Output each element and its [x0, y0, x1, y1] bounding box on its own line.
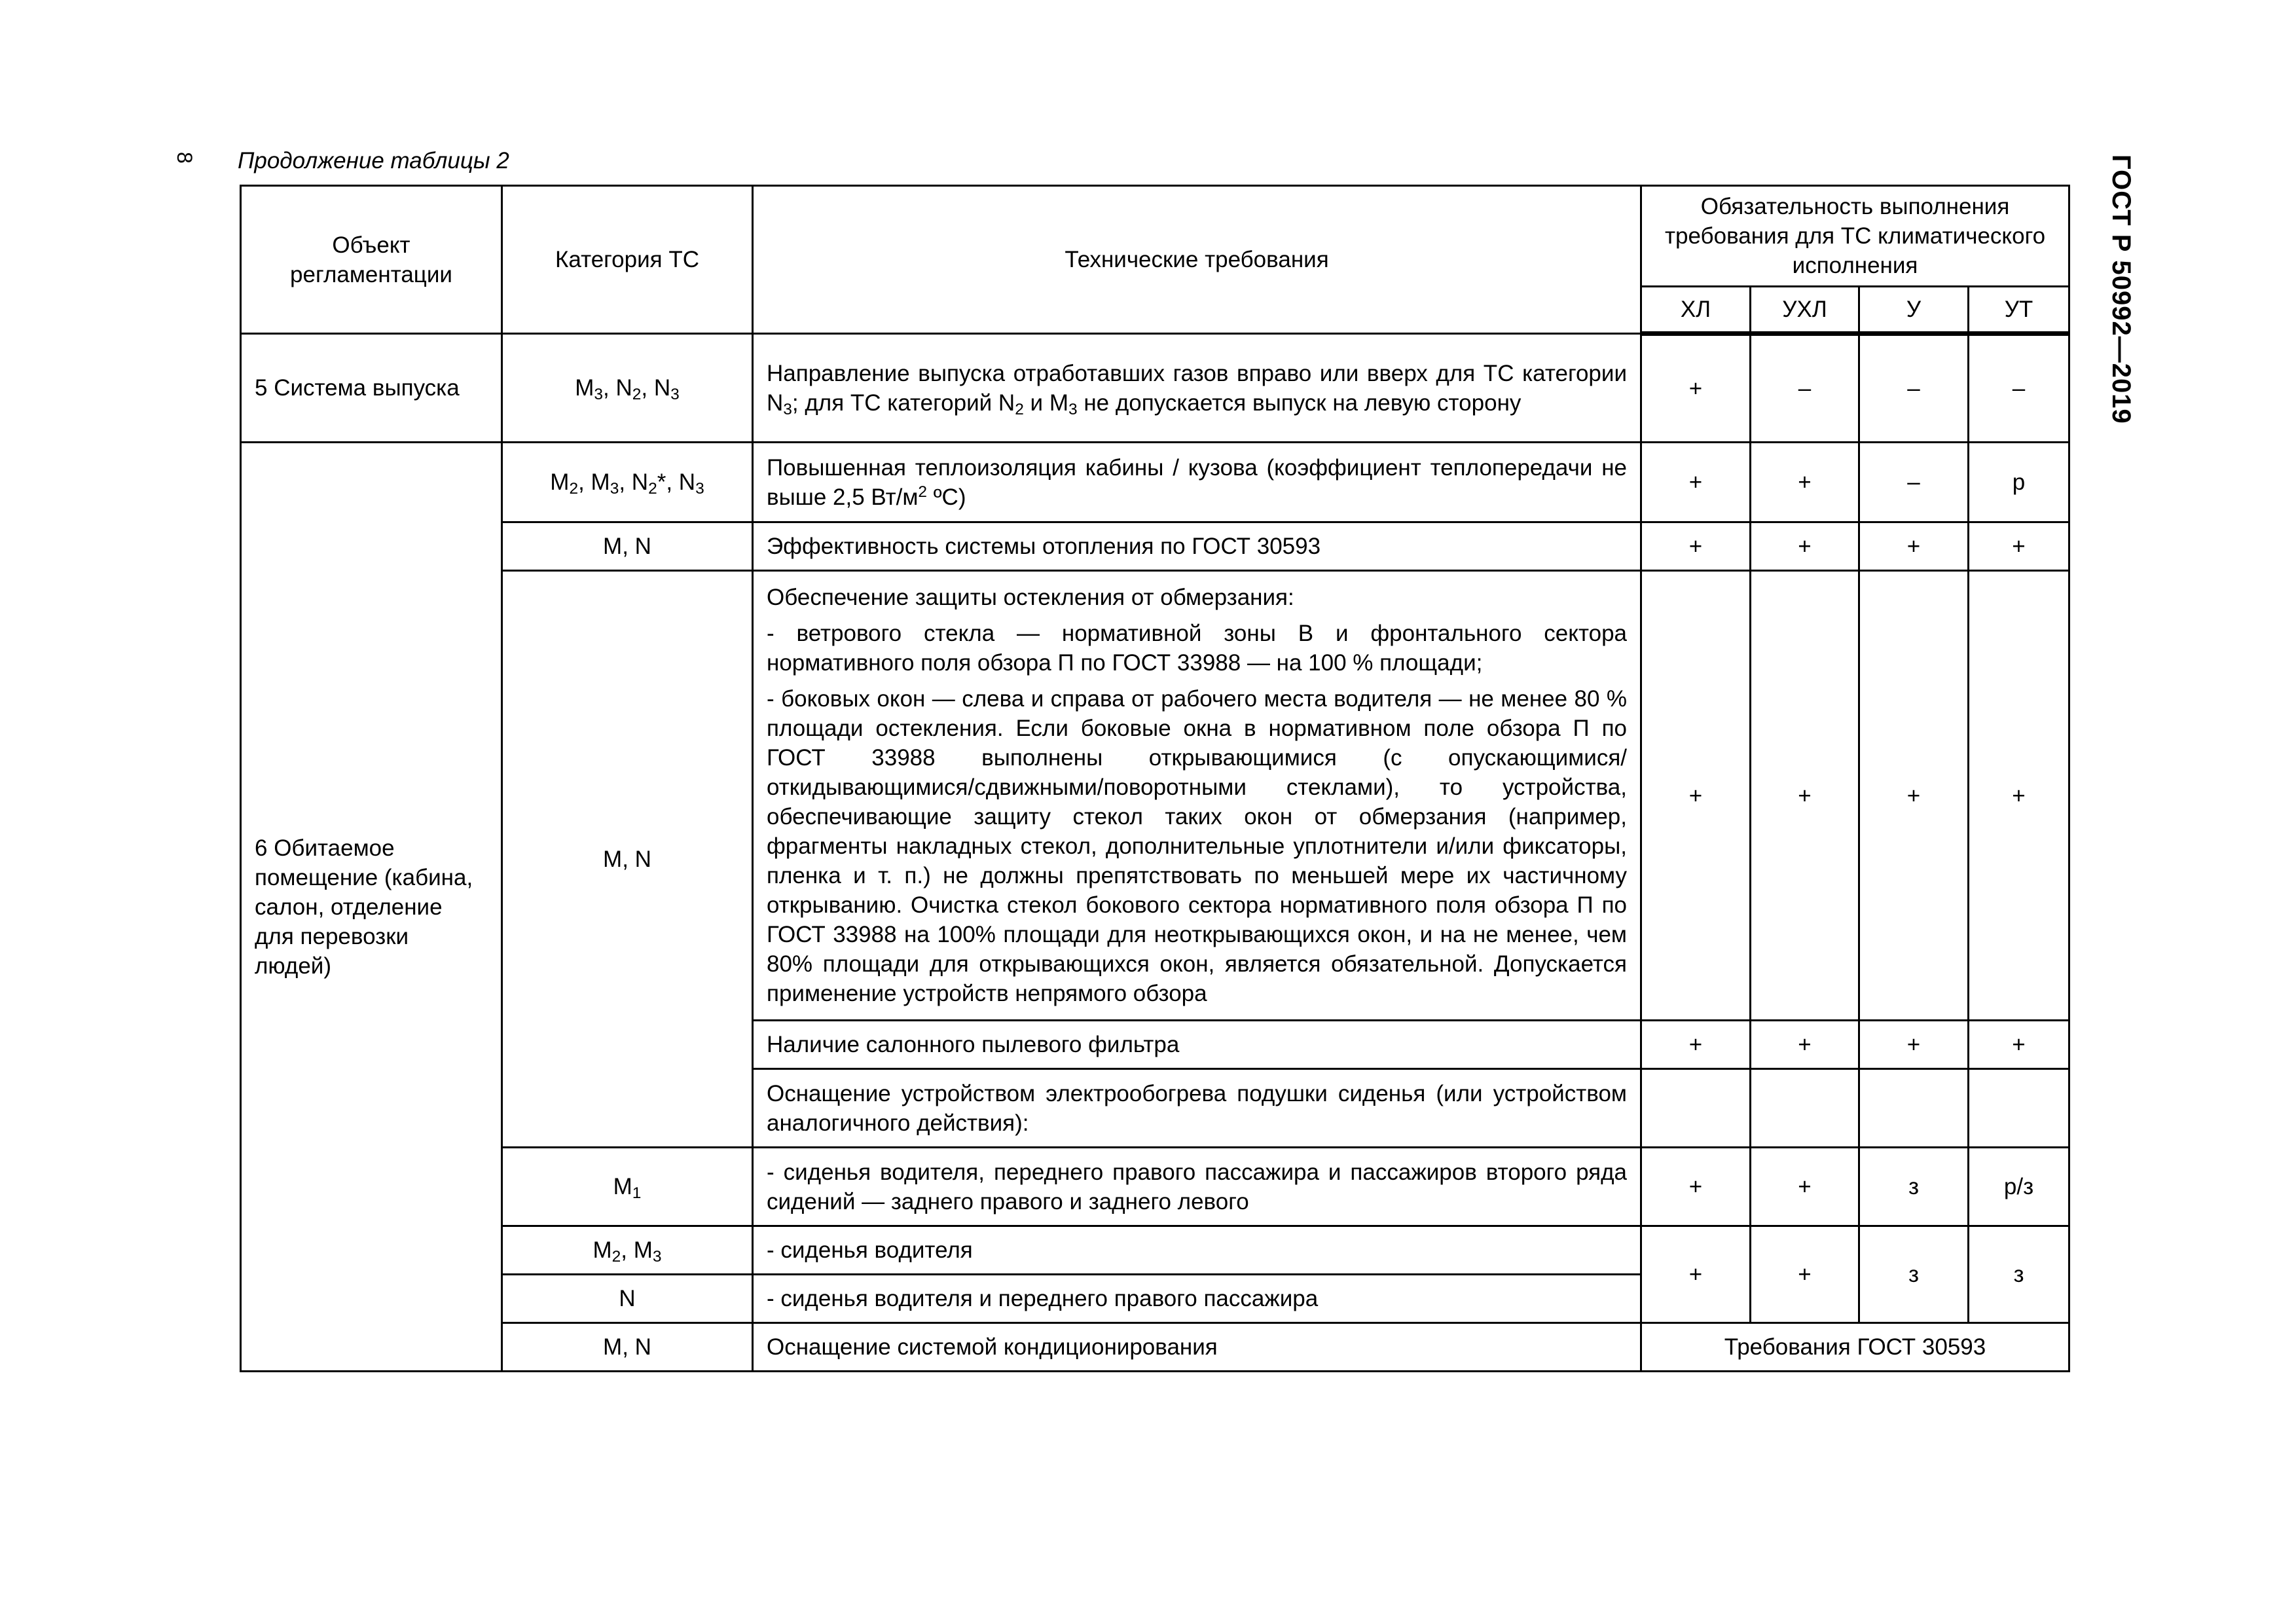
value-cell: +	[1641, 1226, 1751, 1323]
header-climate-uhl: УХЛ	[1751, 287, 1859, 334]
category-seat-m1: $M_1$	[502, 1148, 753, 1226]
category-glazing: M, N	[502, 571, 753, 1148]
requirement-glazing	[753, 571, 1641, 1021]
table-row-insulation	[241, 443, 2069, 522]
glazing-paragraph: Обеспечение защиты остекления от обмерзания:	[767, 585, 1294, 610]
requirement-seat-heating: Оснащение устройством электрообогрева подушки сиденья (или устройством аналогичного действия):	[753, 1069, 1641, 1148]
requirement-aircon: Оснащение системой кондиционирования	[753, 1323, 1641, 1372]
value-cell: +	[1859, 1021, 1969, 1069]
value-cell: –	[1751, 334, 1859, 443]
value-cell-empty	[1641, 1069, 1751, 1148]
value-cell: +	[1969, 522, 2069, 571]
header-climate-hl: ХЛ	[1641, 287, 1751, 334]
requirement-heating: Эффективность системы отопления по ГОСТ 30593	[753, 522, 1641, 571]
value-cell: +	[1641, 1021, 1751, 1069]
object-exhaust: 5 Система выпуска	[241, 334, 502, 443]
table-row-heating	[241, 522, 2069, 571]
value-cell: з	[1859, 1148, 1969, 1226]
glazing-paragraph: - боковых окон — слева и справа от рабочего места водителя — не менее 80 % площади остекления. Если боковые окна в нормативном поле обзора П по ГОСТ 33988 выполнены открывающимися (с опускающимися/откидывающимися/сдвижными/поворотными стеклами), то устройства, обеспечивающие защиту стекол таких окон от обмерзания (например, фрагменты накладных стекол, дополнительные уплотнители и/или фиксаторы, пленка и т. п.) не должны препятствовать по меньшей мере их частичному открыванию. Очистка стекол бокового сектора нормативного поля обзора П по ГОСТ 33988 на 100% площади для неоткрывающихся окон, и на не менее, чем 80% площади для открывающихся окон, является обязательной. Допускается применение устройств непрямого обзора	[767, 686, 1627, 1006]
value-aircon: Требования ГОСТ 30593	[1641, 1323, 2069, 1372]
value-cell: +	[1859, 522, 1969, 571]
value-cell: з	[1859, 1226, 1969, 1323]
table-caption: Продолжение таблицы 2	[238, 148, 509, 173]
value-cell-empty	[1751, 1069, 1859, 1148]
requirement-seat-m2m3: - сиденья водителя	[753, 1226, 1641, 1275]
requirement-seat-n: - сиденья водителя и переднего правого пассажира	[753, 1275, 1641, 1323]
requirement-dust-filter: Наличие салонного пылевого фильтра	[753, 1021, 1641, 1069]
value-cell: +	[1751, 571, 1859, 1021]
value-cell: –	[1969, 334, 2069, 443]
value-cell: +	[1751, 1021, 1859, 1069]
document-code: ГОСТ Р 50992—2019	[2107, 155, 2136, 424]
value-cell: +	[1641, 334, 1751, 443]
value-cell: +	[1751, 522, 1859, 571]
header-object: Объект регламентации	[241, 186, 502, 334]
header-category: Категория ТС	[502, 186, 753, 334]
value-cell: +	[1751, 443, 1859, 522]
category-seat-n: N	[502, 1275, 753, 1323]
category-insulation: $M_2$, $M_3$, $N_2*$, $N_3$	[502, 443, 753, 522]
header-climate-ut: УТ	[1969, 287, 2069, 334]
value-cell-empty	[1969, 1069, 2069, 1148]
value-cell: р/з	[1969, 1148, 2069, 1226]
value-cell: –	[1859, 443, 1969, 522]
value-cell: р	[1969, 443, 2069, 522]
category-exhaust: $M_3$, $N_2$, $N_3$	[502, 334, 753, 443]
table-row-glazing	[241, 571, 2069, 1021]
requirement-seat-m1: - сиденья водителя, переднего правого пассажира и пассажиров второго ряда сидений — заднего правого и заднего левого	[753, 1148, 1641, 1226]
value-cell: +	[1641, 1148, 1751, 1226]
glazing-paragraph: - ветрового стекла — нормативной зоны В и фронтального сектора нормативного поля обзора П по ГОСТ 33988 — на 100 % площади;	[767, 621, 1627, 676]
table-row-seat-m2m3	[241, 1226, 2069, 1275]
value-cell: +	[1859, 571, 1969, 1021]
value-cell: +	[1641, 571, 1751, 1021]
requirement-insulation: Повышенная теплоизоляция кабины / кузова (коэффициент теплопередачи не выше 2,5 $Вт/м^2$ ºC)	[753, 443, 1641, 522]
table-row-aircon	[241, 1323, 2069, 1372]
value-cell: з	[1969, 1226, 2069, 1323]
table-row-seat-m1	[241, 1148, 2069, 1226]
header-row	[241, 186, 2069, 287]
page-number: 8	[173, 152, 196, 164]
category-aircon: M, N	[502, 1323, 753, 1372]
value-cell: +	[1969, 1021, 2069, 1069]
header-obligation: Обязательность выполнения требования для ТС климатического исполнения	[1641, 186, 2069, 287]
value-cell: +	[1641, 522, 1751, 571]
value-cell: +	[1969, 571, 2069, 1021]
header-climate-u: У	[1859, 287, 1969, 334]
requirement-exhaust: Направление выпуска отработавших газов вправо или вверх для ТС категории $N_3$; для ТС категорий $N_2$ и $M_3$ не допускается выпуск на левую сторону	[753, 334, 1641, 443]
value-cell: –	[1859, 334, 1969, 443]
category-heating: M, N	[502, 522, 753, 571]
object-cabin: 6 Обитаемое помещение (кабина, салон, отделение для перевозки людей)	[241, 443, 502, 1372]
value-cell: +	[1641, 443, 1751, 522]
category-seat-m2m3: $M_2$, $M_3$	[502, 1226, 753, 1275]
value-cell: +	[1751, 1226, 1859, 1323]
table-row-exhaust	[241, 334, 2069, 443]
value-cell-empty	[1859, 1069, 1969, 1148]
requirements-table	[240, 185, 2070, 1372]
header-requirements: Технические требования	[753, 186, 1641, 334]
value-cell: +	[1751, 1148, 1859, 1226]
